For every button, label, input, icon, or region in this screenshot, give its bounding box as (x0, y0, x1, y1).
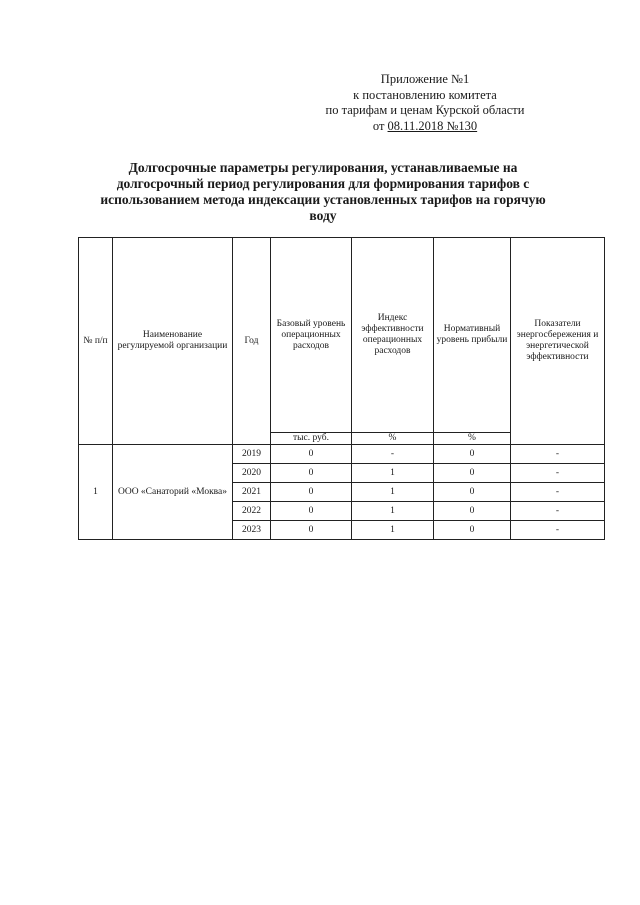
header-number: № п/п (79, 238, 113, 445)
appendix-line-2: к постановлению комитета (353, 87, 497, 102)
header-energy-saving: Показатели энергосбережения и энергетической эффективности (511, 238, 605, 445)
normative-profit-cell: 0 (434, 483, 511, 502)
unit-efficiency-index: % (352, 433, 434, 445)
efficiency-index-cell: 1 (352, 483, 434, 502)
normative-profit-cell: 0 (434, 502, 511, 521)
year-cell: 2019 (233, 445, 271, 464)
year-cell: 2022 (233, 502, 271, 521)
header-year: Год (233, 238, 271, 445)
energy-saving-cell: - (511, 464, 605, 483)
appendix-date-prefix: от (372, 118, 388, 133)
header-organization: Наименование регулируемой организации (113, 238, 233, 445)
energy-saving-cell: - (511, 521, 605, 540)
energy-saving-cell: - (511, 502, 605, 521)
table-row (79, 445, 605, 464)
normative-profit-cell: 0 (434, 445, 511, 464)
parameters-table (78, 237, 605, 540)
year-cell: 2020 (233, 464, 271, 483)
energy-saving-cell: - (511, 483, 605, 502)
efficiency-index-cell: 1 (352, 521, 434, 540)
header-row (79, 238, 605, 433)
appendix-date-number: 08.11.2018 №130 (387, 118, 478, 133)
appendix-date-line (300, 119, 550, 135)
year-cell: 2021 (233, 483, 271, 502)
efficiency-index-cell: 1 (352, 464, 434, 483)
appendix-block (300, 72, 550, 134)
energy-saving-cell: - (511, 445, 605, 464)
org-number-cell: 1 (79, 445, 113, 540)
unit-base-level: тыс. руб. (271, 433, 352, 445)
header-normative-profit: Нормативный уровень прибыли (434, 238, 511, 433)
header-efficiency-index: Индекс эффективности операционных расходов (352, 238, 434, 433)
document-title: Долгосрочные параметры регулирования, устанавливаемые на долгосрочный период регулирования для формирования тарифов с использованием метода индексации установленных тарифов на горячую воду (100, 160, 546, 223)
base-level-cell: 0 (271, 502, 352, 521)
unit-normative-profit: % (434, 433, 511, 445)
appendix-line-3: по тарифам и ценам Курской области (325, 103, 525, 117)
appendix-line-1: Приложение №1 (380, 72, 470, 86)
base-level-cell: 0 (271, 464, 352, 483)
efficiency-index-cell: 1 (352, 502, 434, 521)
base-level-cell: 0 (271, 521, 352, 540)
year-cell: 2023 (233, 521, 271, 540)
base-level-cell: 0 (271, 445, 352, 464)
normative-profit-cell: 0 (434, 521, 511, 540)
normative-profit-cell: 0 (434, 464, 511, 483)
header-base-level: Базовый уровень операционных расходов (271, 238, 352, 433)
base-level-cell: 0 (271, 483, 352, 502)
org-name-cell: ООО «Санаторий «Моква» (113, 445, 233, 540)
efficiency-index-cell: - (352, 445, 434, 464)
